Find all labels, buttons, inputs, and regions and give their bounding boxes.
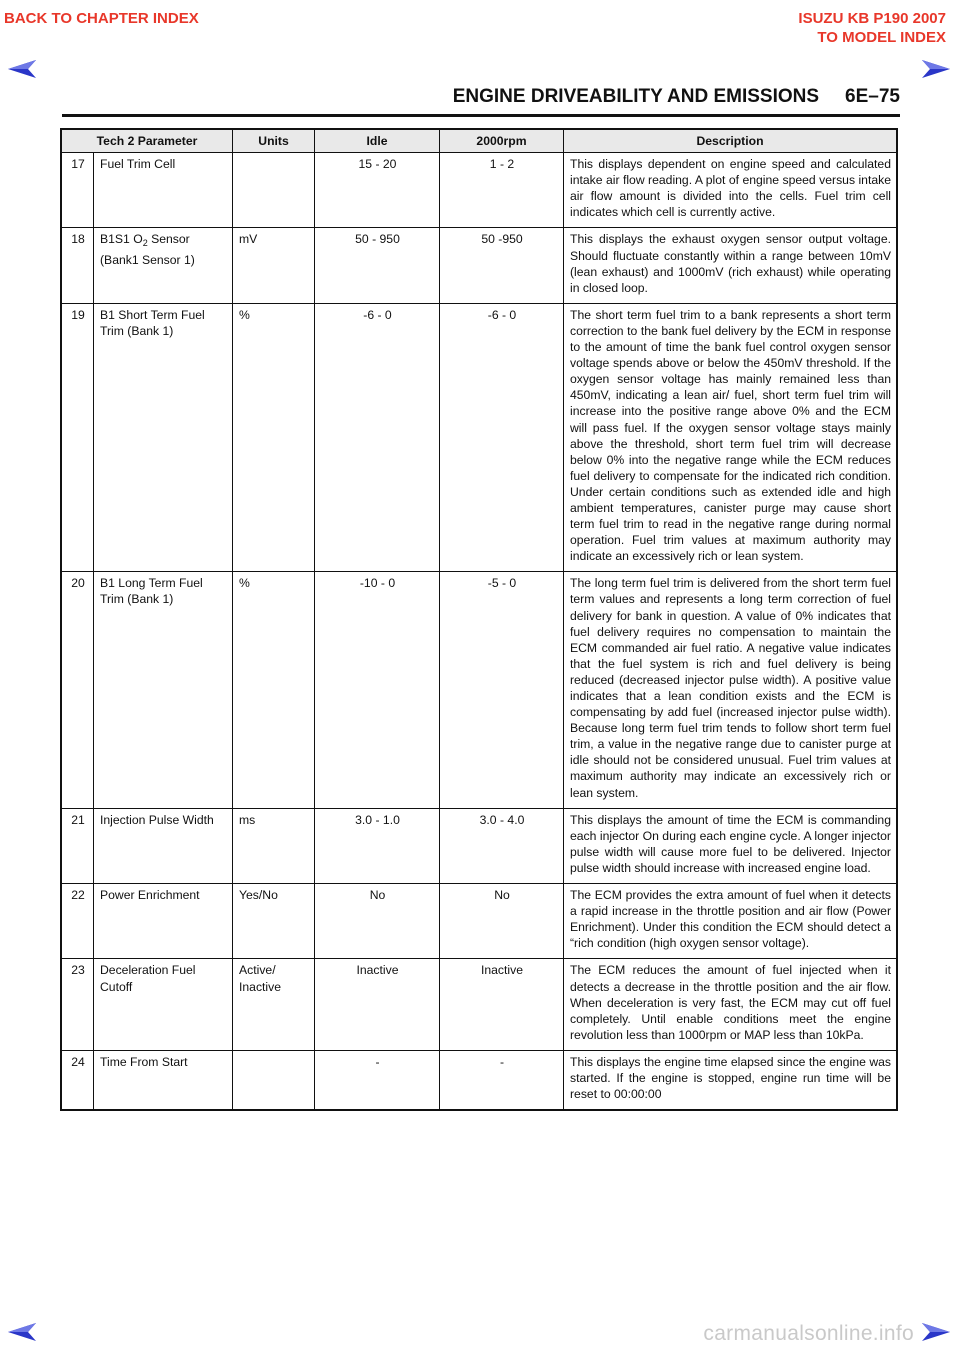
idle-value: -6 - 0 [315, 303, 440, 572]
description-cell: This displays the engine time elapsed since the engine was started. If the engine is stopped, engine run time will be reset to 00:00:00 [564, 1050, 898, 1110]
nav-right-arrow-icon[interactable] [920, 1320, 952, 1344]
idle-value: 50 - 950 [315, 228, 440, 303]
units-cell: % [233, 303, 315, 572]
table-row [61, 153, 897, 228]
parameter-name [94, 303, 233, 572]
rpm-value: 1 - 2 [440, 153, 564, 228]
table-row [61, 228, 897, 303]
rpm-value: 50 -950 [440, 228, 564, 303]
idle-value: -10 - 0 [315, 572, 440, 808]
parameter-line-2: Trim (Bank 1) [100, 323, 174, 338]
idle-value: Inactive [315, 959, 440, 1050]
table-header-row [61, 129, 897, 153]
description-cell: The long term fuel trim is delivered from the short term fuel term values and represents a long term correction of fuel delivery for bank in question. A value of 0% indicates that fuel delivery requires no compensation to maintain the ECM commanded air fuel ratio. A negative value indicates that the fuel system is rich and fuel delivery is being reduced (decreased injector pulse width). A positive value indicates that a lean condition exists and the ECM is compensating by add fuel (increased injector pulse width). Because long term fuel trim tends to follow short term fuel trim, a value in the negative range due to canister purge at idle should not be considered unusual. Fuel trim values at maximum authority may indicate an excessively rich or lean system. [564, 572, 898, 808]
watermark-text: carmanualsonline.info [703, 1322, 914, 1345]
table-row [61, 303, 897, 572]
model-title-link[interactable]: ISUZU KB P190 2007 [798, 10, 946, 27]
row-number: 19 [61, 303, 94, 572]
row-number: 20 [61, 572, 94, 808]
page-header [453, 86, 900, 108]
table-row [61, 808, 897, 883]
parameter-line-1: B1 Short Term Fuel [100, 307, 205, 322]
parameter-line-1: Deceleration Fuel [100, 963, 196, 978]
nav-right-arrow-icon[interactable] [920, 57, 952, 81]
units-line-2: Inactive [239, 979, 282, 994]
idle-value: No [315, 884, 440, 959]
units-cell: mV [233, 228, 315, 303]
parameter-name [94, 959, 233, 1050]
units-cell [233, 959, 315, 1050]
column-header-units: Units [233, 129, 315, 153]
units-cell: % [233, 572, 315, 808]
units-line-1: Active/ [239, 963, 276, 978]
row-number: 21 [61, 808, 94, 883]
description-cell: The ECM reduces the amount of fuel injected when it detects a decrease in the throttle position and the air flow. When deceleration is very fast, the ECM may cut off fuel completely. Until enable conditions meet the engine revolution less than 1000rpm or MAP less than 10kPa. [564, 959, 898, 1050]
description-cell: This displays the exhaust oxygen sensor output voltage. Should fluctuate constantly within a range between 10mV (lean exhaust) and 1000mV (rich exhaust) while operating in closed loop. [564, 228, 898, 303]
idle-value: 15 - 20 [315, 153, 440, 228]
to-model-index-link[interactable]: TO MODEL INDEX [817, 29, 946, 46]
units-cell [233, 153, 315, 228]
page-number: 6E–75 [845, 86, 900, 107]
parameter-line-2: (Bank1 Sensor 1) [100, 252, 195, 267]
row-number: 22 [61, 884, 94, 959]
table-row [61, 572, 897, 808]
units-cell: Yes/No [233, 884, 315, 959]
idle-value: - [315, 1050, 440, 1110]
back-to-chapter-index-link[interactable]: BACK TO CHAPTER INDEX [4, 10, 199, 27]
row-number: 24 [61, 1050, 94, 1110]
rpm-value: -6 - 0 [440, 303, 564, 572]
column-header-2000rpm: 2000rpm [440, 129, 564, 153]
column-header-parameter: Tech 2 Parameter [61, 129, 233, 153]
parameter-name [94, 572, 233, 808]
section-title: ENGINE DRIVEABILITY AND EMISSIONS [452, 86, 820, 107]
table-row [61, 1050, 897, 1110]
parameter-line-2: Trim (Bank 1) [100, 592, 174, 607]
table-row [61, 884, 897, 959]
column-header-description: Description [564, 129, 898, 153]
rpm-value: Inactive [440, 959, 564, 1050]
parameter-name [94, 228, 233, 303]
description-cell: The ECM provides the extra amount of fuel when it detects a rapid increase in the throttle position and air flow (Power Enrichment). Under this condition the ECM should detect a “rich condition (high oxygen sensor voltage). [564, 884, 898, 959]
parameter-name: Time From Start [94, 1050, 233, 1110]
units-cell [233, 1050, 315, 1110]
units-cell: ms [233, 808, 315, 883]
table-row [61, 959, 897, 1050]
parameter-name: Injection Pulse Width [94, 808, 233, 883]
rpm-value: No [440, 884, 564, 959]
row-number: 17 [61, 153, 94, 228]
nav-left-arrow-icon[interactable] [6, 57, 38, 81]
description-cell: This displays dependent on engine speed and calculated intake air flow reading. A plot of engine speed versus intake air flow amount is divided into the cells. Fuel trim cell indicates which cell is currently active. [564, 153, 898, 228]
row-number: 23 [61, 959, 94, 1050]
parameter-name: Power Enrichment [94, 884, 233, 959]
row-number: 18 [61, 228, 94, 303]
header-divider [62, 114, 900, 117]
parameter-line-1: B1 Long Term Fuel [100, 576, 203, 591]
nav-left-arrow-icon[interactable] [6, 1320, 38, 1344]
tech2-parameter-table [60, 128, 898, 1111]
rpm-value: -5 - 0 [440, 572, 564, 808]
description-cell: The short term fuel trim to a bank represents a short term correction to the bank fuel delivery by the ECM in response to the amount of time the bank fuel control oxygen sensor voltage spends above or below the 450mV threshold. If the oxygen sensor voltage has mainly remained less than 450mV, indicating a lean air/ fuel, short term fuel trim will increase into the positive range above 0% and the ECM will pass fuel. If the oxygen sensor voltage stays mainly above the threshold, short term fuel trim will decrease below 0% into the negative range while the ECM reduces fuel delivery to compensate for the indicated rich condition. Under certain conditions such as extended idle and high ambient temperatures, canister purge may cause short term fuel trim to read in the negative range during normal operation. Fuel trim values at maximum authority may indicate an excessively rich or lean system. [564, 303, 898, 572]
parameter-name: Fuel Trim Cell [94, 153, 233, 228]
rpm-value: - [440, 1050, 564, 1110]
parameter-line-1: B1S1 $O_2$ Sensor [100, 232, 190, 249]
subscript-2: 2 [142, 238, 148, 249]
idle-value: 3.0 - 1.0 [315, 808, 440, 883]
rpm-value: 3.0 - 4.0 [440, 808, 564, 883]
column-header-idle: Idle [315, 129, 440, 153]
description-cell: This displays the amount of time the ECM is commanding each injector On during each engine cycle. A longer injector pulse width will cause more fuel to be delivered. Injector pulse width should increase with increased engine load. [564, 808, 898, 883]
parameter-line-2: Cutoff [100, 979, 133, 994]
